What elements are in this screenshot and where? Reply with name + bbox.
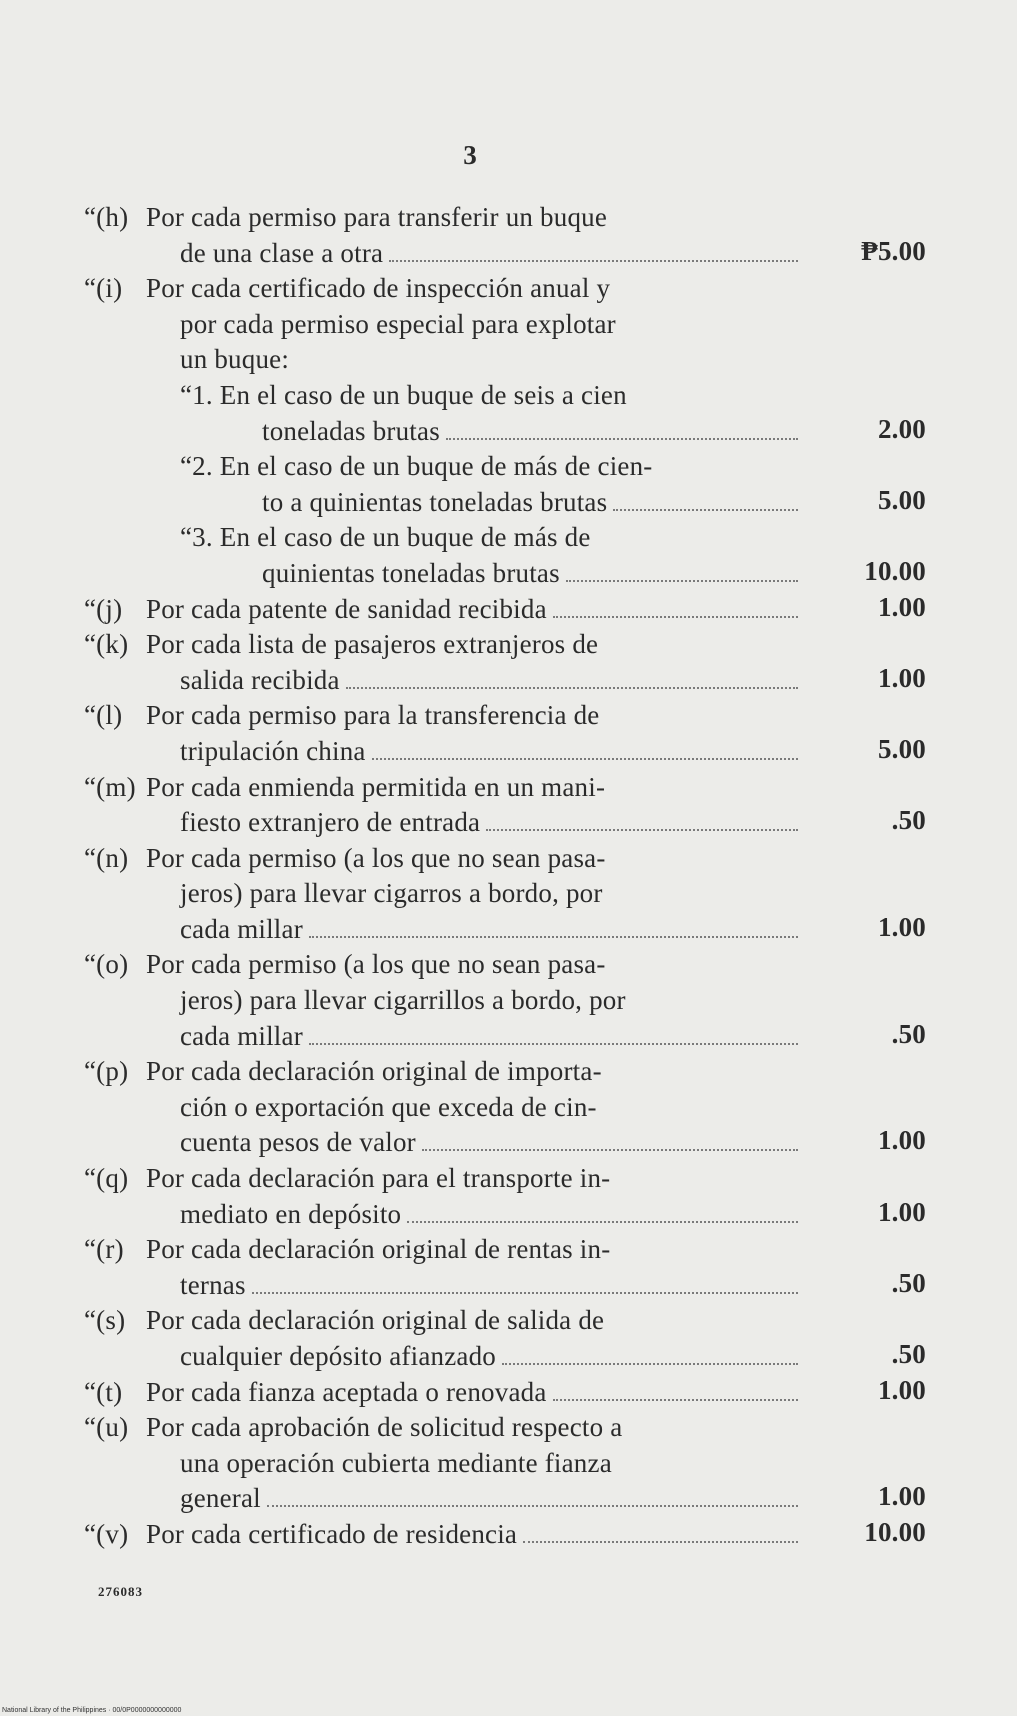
entry-label: “(s) — [84, 1305, 126, 1336]
dot-leader — [523, 1541, 798, 1543]
entry-text-line — [84, 200, 804, 236]
fee-amount: 1.00 — [877, 591, 926, 622]
tariff-entry — [84, 1161, 926, 1232]
dot-leader — [407, 1221, 798, 1223]
tariff-entry — [84, 1054, 926, 1161]
entry-text-line — [84, 1197, 804, 1233]
entry-text: cualquier depósito afianzado — [180, 1341, 496, 1371]
entry-text-line — [84, 1446, 804, 1482]
entry-text-line — [84, 841, 804, 877]
entry-label: “(l) — [84, 700, 123, 731]
dot-leader — [372, 758, 798, 760]
entry-text-line — [84, 983, 804, 1019]
dot-leader — [486, 829, 798, 831]
entry-text-line — [84, 770, 804, 806]
entry-text: salida recibida — [180, 664, 340, 695]
entry-text-line — [84, 556, 804, 592]
entry-text-line — [84, 1410, 804, 1446]
entry-label: “(t) — [84, 1376, 123, 1407]
entry-text-line — [84, 1161, 804, 1197]
entry-text-line — [84, 1375, 804, 1411]
entry-text-line — [84, 449, 804, 485]
entry-label: “(j) — [84, 593, 123, 624]
fee-amount: 10.00 — [864, 555, 926, 586]
entry-label: “(i) — [84, 273, 123, 304]
dot-leader — [613, 509, 798, 511]
tariff-entry — [84, 770, 926, 841]
tariff-subitem — [84, 449, 926, 520]
entry-text: Por cada permiso para transferir un buque — [146, 202, 608, 232]
entry-text-line — [84, 592, 804, 628]
fee-amount: 2.00 — [877, 413, 926, 444]
entry-text-line — [84, 805, 804, 841]
tariff-entry — [84, 947, 926, 1054]
entry-text-line — [84, 236, 804, 272]
entry-text-line — [84, 1268, 804, 1304]
entry-label: “(m) — [84, 771, 136, 802]
fee-amount: .50 — [891, 1339, 926, 1369]
entry-label: “(u) — [84, 1412, 129, 1443]
fee-amount: 5.00 — [877, 733, 926, 764]
entry-text: to a quinientas toneladas brutas — [262, 486, 608, 517]
entry-label: “(q) — [84, 1163, 129, 1194]
entry-text-line — [84, 414, 804, 450]
fee-amount: .50 — [891, 1018, 926, 1049]
tariff-entry — [84, 627, 926, 698]
entry-label: “(o) — [84, 949, 129, 980]
entry-text: Por cada declaración original de salida de — [146, 1305, 605, 1336]
entry-text: fiesto extranjero de entrada — [180, 807, 481, 838]
entry-text: “1. En el caso de un buque de seis a cien — [180, 379, 627, 410]
dot-leader — [267, 1505, 798, 1507]
entry-text: Por cada certificado de inspección anual y — [146, 273, 611, 304]
entry-text-line — [84, 271, 804, 307]
fee-amount: ₱5.00 — [861, 235, 926, 266]
dot-leader — [252, 1292, 798, 1294]
entry-text: Por cada permiso (a los que no sean pasa- — [146, 949, 606, 980]
entry-text-line — [84, 947, 804, 983]
dot-leader — [389, 260, 798, 262]
dot-leader — [346, 687, 798, 689]
tariff-entry — [84, 1232, 926, 1303]
fee-amount: 1.00 — [877, 1125, 926, 1156]
fee-amount: 1.00 — [877, 1481, 926, 1512]
entry-label: “(h) — [84, 202, 129, 232]
entry-text: “3. En el caso de un buque de más de — [180, 522, 591, 553]
entry-text: Por cada permiso para la transferencia de — [146, 700, 600, 731]
entry-text-line — [84, 307, 804, 343]
entry-text-line — [84, 698, 804, 734]
entry-text: una operación cubierta mediante fianza — [180, 1447, 612, 1478]
serial-number: 276083 — [98, 1584, 143, 1599]
tariff-subitem — [84, 378, 926, 449]
entry-text: de una clase a otra — [180, 237, 384, 268]
entry-text: Por cada permiso (a los que no sean pasa- — [146, 842, 606, 873]
fee-amount: .50 — [891, 805, 926, 836]
entry-text-line — [84, 1054, 804, 1090]
entry-text-line — [84, 876, 804, 912]
entry-label: “(v) — [84, 1518, 129, 1549]
entry-text: “2. En el caso de un buque de más de cien- — [180, 451, 653, 482]
dot-leader — [422, 1149, 798, 1151]
entry-text: Por cada certificado de residencia — [146, 1518, 518, 1549]
entry-text: Por cada enmienda permitida en un mani- — [146, 771, 606, 802]
entry-text: Por cada aprobación de solicitud respecto a — [146, 1412, 623, 1443]
tariff-entry-list — [84, 200, 926, 1553]
dot-leader — [553, 1399, 798, 1401]
entry-text-line — [84, 734, 804, 770]
entry-text: Por cada lista de pasajeros extranjeros de — [146, 629, 599, 660]
entry-text-line — [84, 1517, 804, 1553]
entry-text-line — [84, 1481, 804, 1517]
dot-leader — [553, 616, 798, 618]
entry-text-line — [84, 1232, 804, 1268]
entry-text: Por cada declaración original de importa- — [146, 1056, 602, 1087]
tariff-entry — [84, 200, 926, 271]
fee-amount: 1.00 — [877, 911, 926, 942]
tariff-entry — [84, 1517, 926, 1553]
entry-label: “(r) — [84, 1234, 124, 1265]
entry-text: Por cada patente de sanidad recibida — [146, 593, 547, 624]
entry-text: cuenta pesos de valor — [180, 1127, 416, 1158]
fee-amount: 1.00 — [877, 1374, 926, 1405]
tariff-entry — [84, 841, 926, 948]
tariff-entry — [84, 1303, 926, 1374]
tariff-entry — [84, 698, 926, 769]
entry-text-line — [84, 1303, 804, 1339]
entry-text-line — [84, 520, 804, 556]
entry-text: cada millar — [180, 913, 303, 944]
entry-text: Por cada fianza aceptada o renovada — [146, 1376, 547, 1407]
entry-text-line — [84, 1090, 804, 1126]
entry-text: un buque: — [180, 344, 290, 375]
dot-leader — [309, 1043, 798, 1045]
tariff-entry — [84, 1410, 926, 1517]
entry-text: jeros) para llevar cigarros a bordo, por — [180, 878, 603, 909]
fee-amount: 1.00 — [877, 1196, 926, 1227]
entry-text-line — [84, 912, 804, 948]
entry-text: cada millar — [180, 1020, 303, 1051]
library-footer-note: National Library of the Philippines · 00/0P0000000000000 — [2, 1707, 182, 1714]
entry-label: “(p) — [84, 1056, 129, 1087]
fee-amount: .50 — [891, 1267, 926, 1298]
tariff-subitem — [84, 520, 926, 591]
entry-text: tripulación china — [180, 735, 366, 766]
entry-text: ción o exportación que exceda de cin- — [180, 1091, 597, 1122]
fee-amount: 1.00 — [877, 662, 926, 693]
entry-text: Por cada declaración original de rentas in- — [146, 1234, 611, 1265]
entry-text-line — [84, 378, 804, 414]
entry-text-line — [84, 1125, 804, 1161]
entry-text: general — [180, 1483, 261, 1514]
tariff-entry — [84, 271, 926, 378]
page-number: 3 — [463, 140, 477, 170]
entry-text-line — [84, 663, 804, 699]
entry-text: quinientas toneladas brutas — [262, 557, 560, 588]
dot-leader — [309, 936, 798, 938]
entry-text: Por cada declaración para el transporte in- — [146, 1163, 611, 1194]
entry-text-line — [84, 485, 804, 521]
dot-leader — [446, 438, 798, 440]
entry-text: ternas — [180, 1269, 246, 1300]
entry-label: “(n) — [84, 842, 129, 873]
entry-text-line — [84, 627, 804, 663]
entry-text-line — [84, 1019, 804, 1055]
entry-text: mediato en depósito — [180, 1198, 402, 1229]
fee-amount: 5.00 — [877, 484, 926, 515]
entry-text-line — [84, 342, 804, 378]
fee-amount: 10.00 — [864, 1516, 926, 1547]
tariff-entry — [84, 1375, 926, 1411]
entry-text: jeros) para llevar cigarrillos a bordo, por — [180, 985, 626, 1016]
entry-text-line — [84, 1339, 804, 1375]
entry-text: por cada permiso especial para explotar — [180, 308, 616, 339]
dot-leader — [566, 580, 798, 582]
tariff-entry — [84, 592, 926, 628]
dot-leader — [502, 1363, 798, 1365]
entry-text: toneladas brutas — [262, 415, 440, 446]
entry-label: “(k) — [84, 629, 129, 660]
